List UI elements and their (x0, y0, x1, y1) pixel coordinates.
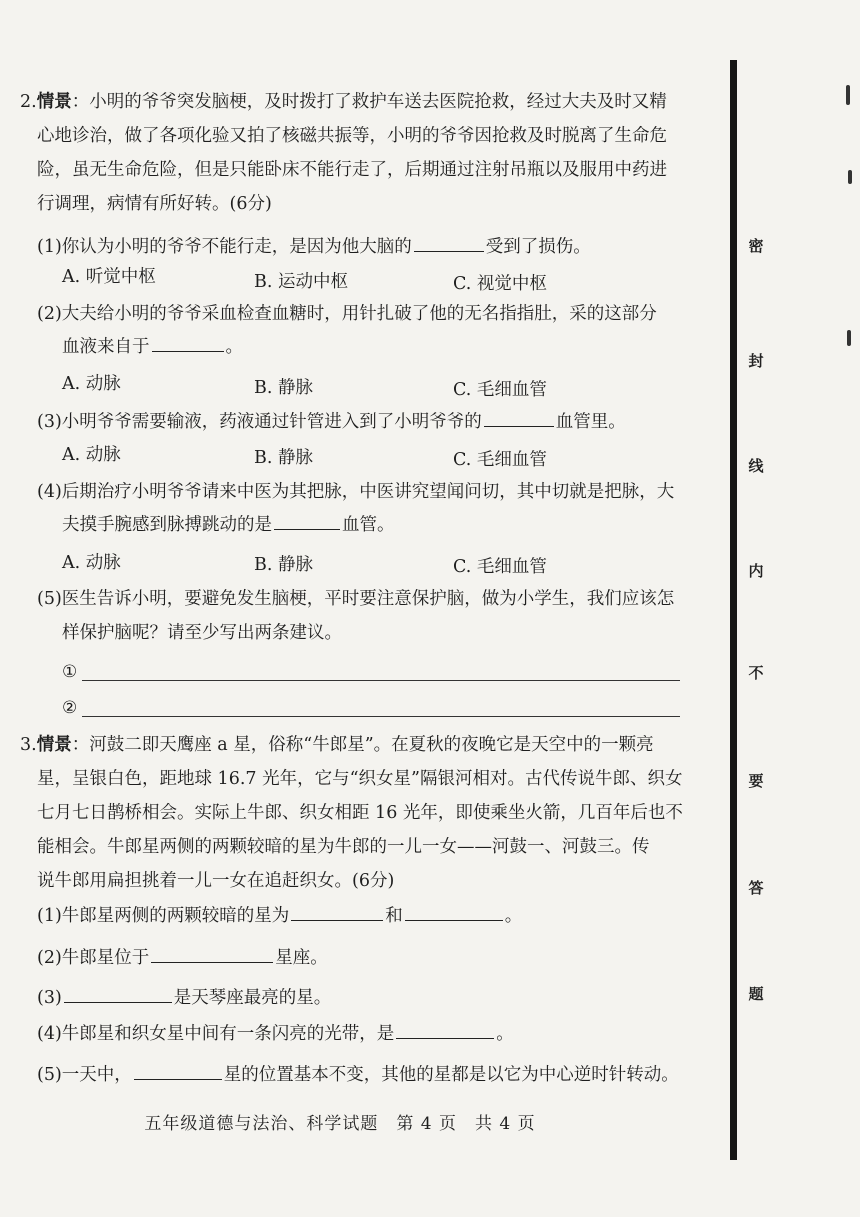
q2-sub1-blank[interactable] (414, 235, 484, 252)
q2-sub2-option-b[interactable]: B. 静脉 (254, 378, 313, 398)
q2-sub5-answer-line-1[interactable] (82, 679, 680, 681)
q2-sub2-text-end: 。 (225, 337, 243, 357)
q2-sub3-text-end: 血管里。 (555, 412, 626, 432)
q2-sub4-line-1: (4)后期治疗小明爷爷请来中医为其把脉，中医讲究望闻问切，其中切就是把脉，大 (37, 482, 675, 502)
q2-sub4-option-b[interactable]: B. 静脉 (254, 555, 313, 575)
q2-sub3-option-c[interactable]: C. 毛细血管 (453, 450, 547, 470)
q3-line-5: 说牛郎用扁担挑着一儿一女在追赶织女。(6分) (37, 871, 395, 891)
seal-char-7: 答 (748, 879, 764, 897)
seal-char-3: 线 (748, 457, 764, 475)
q2-sub4-text-end: 血管。 (342, 515, 395, 535)
q3-sub5-text: (5)一天中， (37, 1065, 132, 1085)
q3-sub3-blank[interactable] (64, 986, 172, 1003)
q2-sub3-option-a[interactable]: A. 动脉 (62, 445, 121, 465)
q2-line-4: 行调理，病情有所好转。(6分) (37, 194, 272, 214)
q3-tag: 情景 (36, 735, 72, 755)
q3-sub2-text-end: 星座。 (275, 948, 328, 968)
q3-line-1 (20, 733, 654, 757)
q3-sub5 (37, 1063, 679, 1087)
q2-sub5-marker-1: ① (62, 662, 78, 682)
q2-sub1-option-c[interactable]: C. 视觉中枢 (453, 274, 547, 294)
q2-sub3-blank[interactable] (484, 410, 554, 427)
scan-edge-mark (846, 85, 850, 105)
q2-sub4-option-a[interactable]: A. 动脉 (62, 553, 121, 573)
q2-sub5-line-2: 样保护脑呢？请至少写出两条建议。 (62, 623, 342, 643)
q3-text-1: ：河鼓二即天鹰座 a 星，俗称“牛郎星”。在夏秋的夜晚它是天空中的一颗亮 (71, 735, 654, 755)
q3-sub4 (37, 1022, 514, 1046)
seal-char-1: 密 (748, 237, 764, 255)
q2-sub5-answer-line-2[interactable] (82, 715, 680, 717)
q2-tag: 情景 (36, 92, 72, 112)
q3-sub1-text-end: 。 (504, 906, 523, 926)
q2-sub1-text: (1)你认为小明的爷爷不能行走，是因为他大脑的 (37, 237, 412, 257)
q3-sub4-text: (4)牛郎星和织女星中间有一条闪亮的光带，是 (37, 1024, 395, 1044)
scan-edge-mark (848, 170, 852, 184)
q2-sub3 (37, 410, 626, 434)
q2-sub2-line-1: (2)大夫给小明的爷爷采血检查血糖时，用针扎破了他的无名指指肚，采的这部分 (37, 304, 657, 324)
q3-sub4-text-end: 。 (496, 1024, 514, 1044)
q2-sub1-option-b[interactable]: B. 运动中枢 (254, 272, 348, 292)
q2-sub2-option-c[interactable]: C. 毛细血管 (453, 380, 547, 400)
q2-sub5-line-1: (5)医生告诉小明，要避免发生脑梗，平时要注意保护脑，做为小学生，我们应该怎 (37, 589, 675, 609)
q2-sub4-text: 夫摸手腕感到脉搏跳动的是 (62, 515, 272, 535)
q3-sub3-text-end: 是天琴座最亮的星。 (173, 988, 332, 1008)
q2-sub1 (37, 235, 591, 259)
q3-sub5-blank[interactable] (134, 1063, 222, 1080)
q3-sub3 (37, 986, 331, 1010)
q3-sub5-text-end: 星的位置基本不变，其他的星都是以它为中心逆时针转动。 (223, 1065, 679, 1085)
q3-line-2: 星，呈银白色，距地球 16.7 光年，它与“织女星”隔银河相对。古代传说牛郎、织女 (37, 769, 683, 789)
seal-char-2: 封 (748, 352, 764, 370)
q2-sub4-option-c[interactable]: C. 毛细血管 (453, 557, 547, 577)
q2-sub4-blank[interactable] (274, 513, 340, 530)
q3-sub2-blank[interactable] (151, 946, 273, 963)
q3-sub3-text: (3) (37, 988, 62, 1008)
q2-sub4-line-2 (62, 513, 395, 537)
q2-line-3: 险，虽无生命危险，但是只能卧床不能行走了，后期通过注射吊瓶以及服用中药进 (37, 160, 667, 180)
page-footer: 五年级道德与法治、科学试题 第 4 页 共 4 页 (144, 1114, 536, 1134)
scan-edge-mark (847, 330, 851, 346)
q2-sub3-option-b[interactable]: B. 静脉 (254, 448, 313, 468)
q2-line-1 (20, 90, 667, 114)
q3-sub2 (37, 946, 328, 970)
seal-char-5: 不 (748, 664, 764, 682)
q2-sub3-text: (3)小明爷爷需要输液，药液通过针管进入到了小明爷爷的 (37, 412, 482, 432)
q3-sub1 (37, 904, 522, 928)
q2-sub2-option-a[interactable]: A. 动脉 (62, 374, 121, 394)
q3-number: 3. (20, 735, 37, 755)
seal-char-4: 内 (748, 562, 764, 580)
seal-char-8: 题 (748, 985, 764, 1003)
seal-char-6: 要 (748, 772, 764, 790)
q3-line-4: 能相会。牛郎星两侧的两颗较暗的星为牛郎的一儿一女——河鼓一、河鼓三。传 (37, 837, 650, 857)
q2-line-2: 心地诊治，做了各项化验又拍了核磁共振等，小明的爷爷因抢救及时脱离了生命危 (37, 126, 667, 146)
q3-sub1-text: (1)牛郎星两侧的两颗较暗的星为 (37, 906, 290, 926)
q3-line-3: 七月七日鹊桥相会。实际上牛郎、织女相距 16 光年，即使乘坐火箭，几百年后也不 (37, 803, 683, 823)
q3-sub2-text: (2)牛郎星位于 (37, 948, 150, 968)
q2-number: 2. (20, 92, 37, 112)
q2-sub1-option-a[interactable]: A. 听觉中枢 (62, 267, 156, 287)
q2-sub2-text: 血液来自于 (62, 337, 150, 357)
q2-sub2-line-2 (62, 335, 243, 359)
q2-sub1-text-end: 受到了损伤。 (485, 237, 591, 257)
q3-sub1-text-and: 和 (385, 906, 403, 926)
q2-sub2-blank[interactable] (152, 335, 224, 352)
q3-sub1-blank-2[interactable] (405, 904, 503, 921)
q3-sub1-blank-1[interactable] (291, 904, 383, 921)
q3-sub4-blank[interactable] (396, 1022, 494, 1039)
q2-sub5-marker-2: ② (62, 698, 78, 718)
q2-text-1: ：小明的爷爷突发脑梗，及时拨打了救护车送去医院抢救，经过大夫及时又精 (71, 92, 667, 112)
